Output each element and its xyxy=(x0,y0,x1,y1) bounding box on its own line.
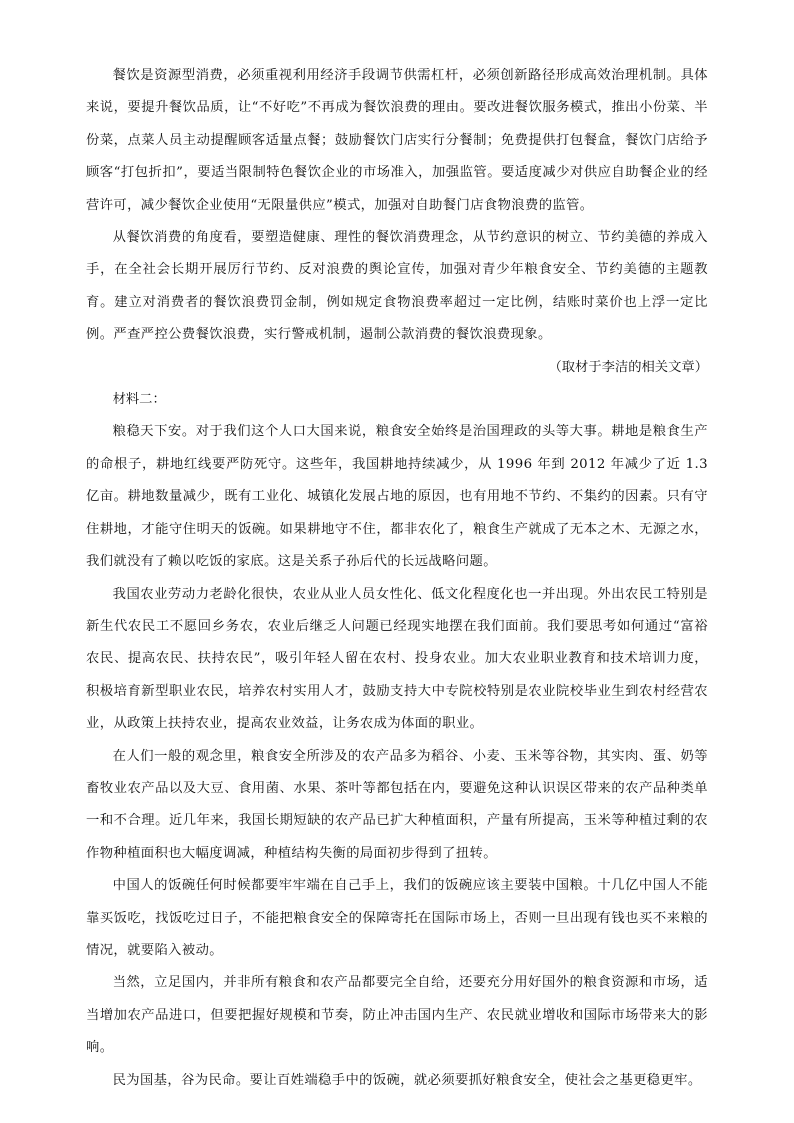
paragraph-5: 在人们一般的观念里，粮食安全所涉及的农产品多为稻谷、小麦、玉米等谷物，其实肉、蛋、奶等畜牧业农产品以及大豆、食用菌、水果、茶叶等都包括在内，要避免这种认识误区带来的农产品种类单一和不合理。近几年来，我国长期短缺的农产品已扩大种植面积，产量有所提高，玉米等种植过剩的农作物种植面积也大幅度调减，种植结构失衡的局面初步得到了扭转。 xyxy=(86,748,708,861)
paragraph-8: 民为国基，谷为民命。要让百姓端稳手中的饭碗，就必须要抓好粮食安全，使社会之基更稳更牢。 xyxy=(112,1072,702,1088)
source-citation: （取材于李洁的相关文章） xyxy=(548,359,708,375)
paragraph-7: 当然，立足国内，并非所有粮食和农产品都要完全自给，还要充分用好国外的粮食资源和市场，适当增加农产品进口，但要把握好规模和节奏，防止冲击国内生产、农民就业增收和国际市场带来大的影响。 xyxy=(86,975,708,1056)
paragraph-1: 餐饮是资源型消费，必须重视利用经济手段调节供需杠杆，必须创新路径形成高效治理机制。具体来说，要提升餐饮品质，让“不好吃”不再成为餐饮浪费的理由。要改进餐饮服务模式，推出小份菜、半份菜，点菜人员主动提醒顾客适量点餐；鼓励餐饮门店实行分餐制；免费提供打包餐盒，餐饮门店给予顾客“打包折扣”，要适当限制特色餐饮企业的市场准入，加强监管。要适度减少对供应自助餐企业的经营许可，减少餐饮企业使用“无限量供应”模式，加强对自助餐门店食物浪费的监管。 xyxy=(86,68,708,213)
paragraph-6: 中国人的饭碗任何时候都要牢牢端在自己手上，我们的饭碗应该主要装中国粮。十几亿中国人不能靠买饭吃，找饭吃过日子，不能把粮食安全的保障寄托在国际市场上，否则一旦出现有钱也买不来粮的情况，就要陷入被动。 xyxy=(86,878,708,958)
paragraph-4: 我国农业劳动力老龄化很快，农业从业人员女性化、低文化程度化也一并出现。外出农民工特别是新生代农民工不愿回乡务农，农业后继乏人问题已经现实地摆在我们面前。我们要思考如何通过“富裕农民、提高农民、扶持农民”，吸引年轻人留在农村、投身农业。加大农业职业教育和技术培训力度，积极培育新型职业农民，培养农村实用人才，鼓励支持大中专院校特别是农业院校毕业生到农村经营农业，从政策上扶持农业，提高农业效益，让务农成为体面的职业。 xyxy=(86,586,708,732)
paragraph-3: 粮稳天下安。对于我们这个人口大国来说，粮食安全始终是治国理政的头等大事。耕地是粮食生产的命根子，耕地红线要严防死守。这些年，我国耕地持续减少，从 1996 年到 2012 年减少了近 1.3 亿亩。耕地数量减少，既有工业化、城镇化发展占地的原因，也有用地不节约、不集约的因素。只有守住耕地，才能守住明天的饭碗。如果耕地守不住，都非农化了，粮食生产就成了无本之木、无源之水，我们就没有了赖以吃饭的家底。这是关系子孙后代的长远战略问题。 xyxy=(86,424,708,570)
paragraph-2: 从餐饮消费的角度看，要塑造健康、理性的餐饮消费理念，从节约意识的树立、节约美德的养成入手，在全社会长期开展厉行节约、反对浪费的舆论宣传，加强对青少年粮食安全、节约美德的主题教育。建立对消费者的餐饮浪费罚金制，例如规定食物浪费率超过一定比例，结账时菜价也上浮一定比例。严查严控公费餐饮浪费，实行警戒机制，遏制公款消费的餐饮浪费现象。 xyxy=(86,230,708,343)
material-two-heading: 材料二： xyxy=(112,392,166,408)
